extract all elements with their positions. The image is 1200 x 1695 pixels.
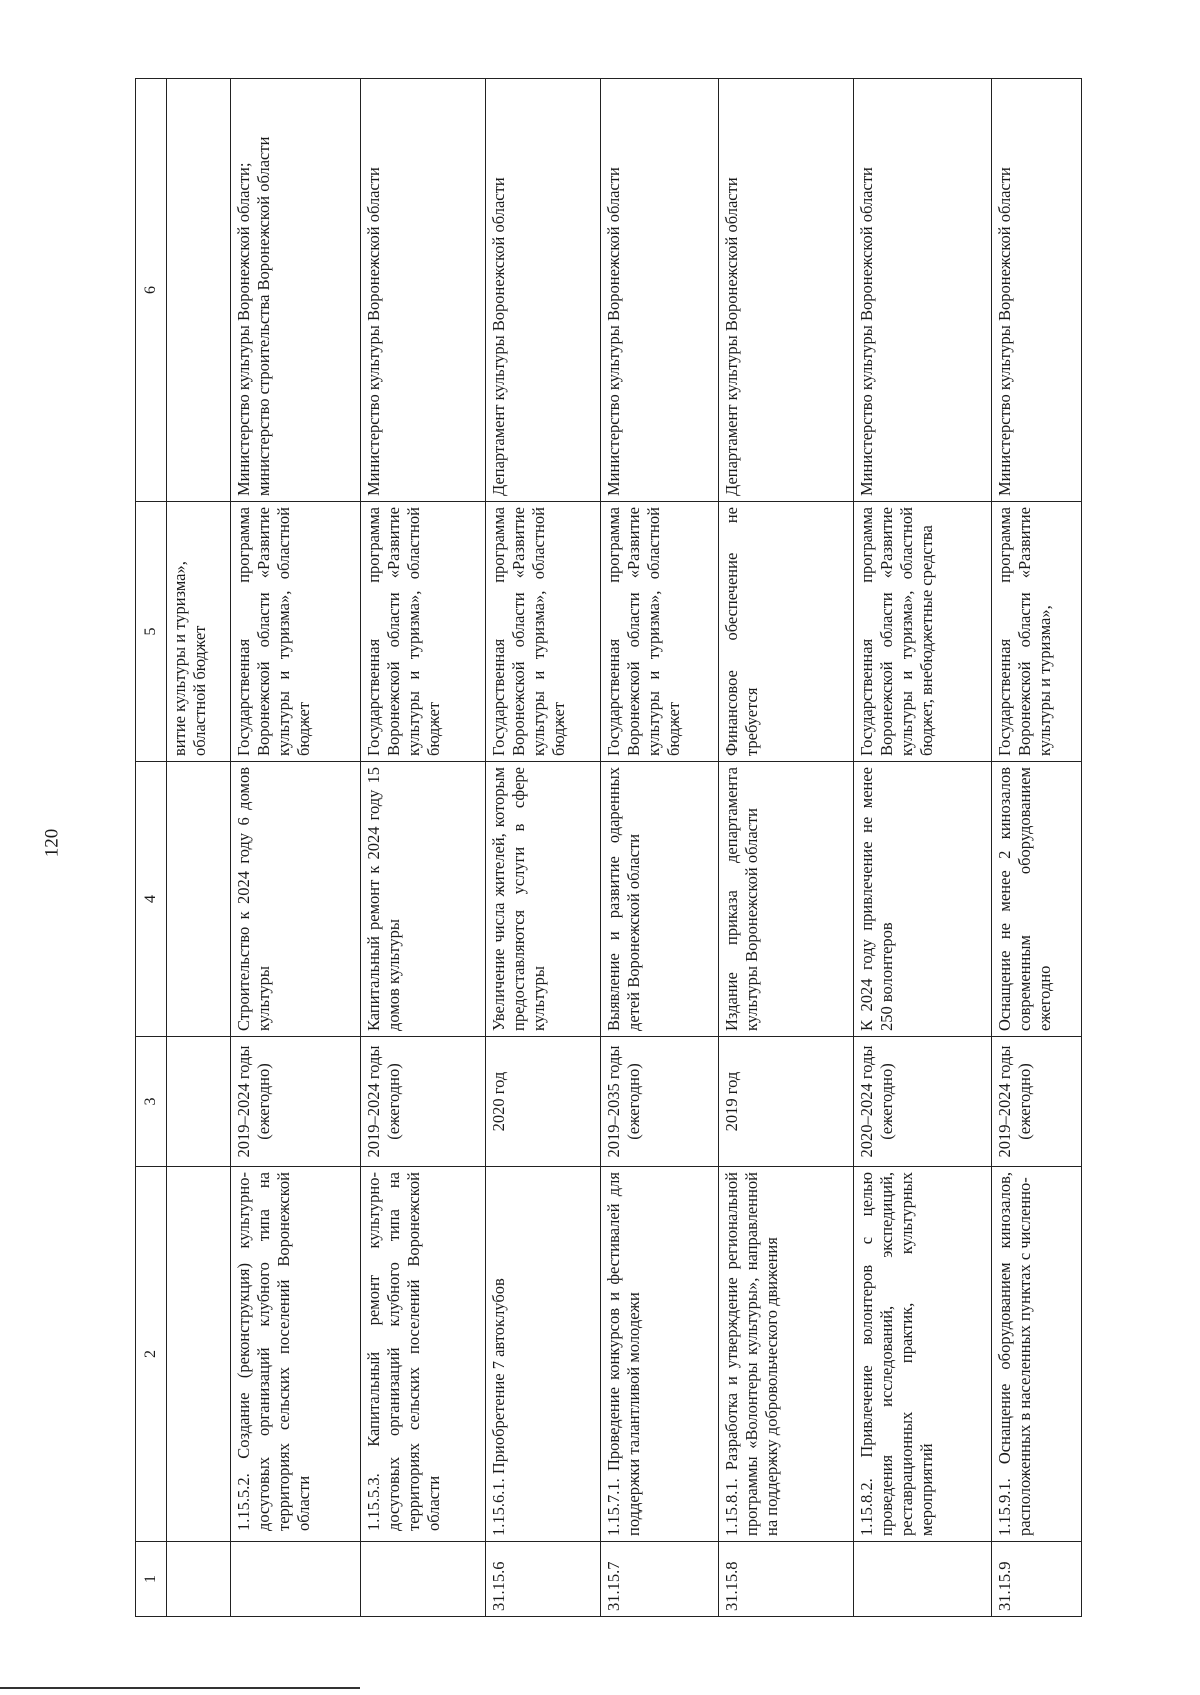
table-header-row: [136, 79, 167, 1617]
cell-code: 31.15.7: [601, 1542, 719, 1617]
header-col-6: 6: [136, 79, 167, 502]
cell-executor: Министерство культуры Воронежской области; министерство строительства Воронежской области: [231, 79, 361, 502]
cell-result: Оснащение не менее 2 кинозалов современным оборудованием ежегодно: [992, 762, 1082, 1037]
cell-measure: 1.15.5.2. Создание (реконструкция) культурно-досуговых организаций клубного типа на территориях сельских поселений Воронежской области: [231, 1167, 361, 1542]
cell-measure: [167, 1167, 231, 1542]
cell-period: [167, 1037, 231, 1167]
cell-executor: Министерство культуры Воронежской области: [361, 79, 486, 502]
header-col-4: 4: [136, 762, 167, 1037]
cell-executor: Министерство культуры Воронежской области: [601, 79, 719, 502]
cell-period: 2020–2024 годы (ежегодно): [854, 1037, 992, 1167]
header-col-3: 3: [136, 1037, 167, 1167]
cell-source: Государственная программа Воронежской области «Развитие культуры и туризма»,: [992, 502, 1082, 762]
cell-result: Издание приказа департамента культуры Воронежской области: [719, 762, 854, 1037]
cell-period: 2020 год: [486, 1037, 601, 1167]
table-row: [231, 79, 361, 1617]
cell-period: 2019–2024 годы (ежегодно): [231, 1037, 361, 1167]
table-row: [167, 79, 231, 1617]
header-col-5: 5: [136, 502, 167, 762]
cell-period: 2019–2035 годы (ежегодно): [601, 1037, 719, 1167]
table-row: [719, 79, 854, 1617]
table-row: [486, 79, 601, 1617]
cell-result: Капитальный ремонт к 2024 году 15 домов культуры: [361, 762, 486, 1037]
cell-executor: Департамент культуры Воронежской области: [486, 79, 601, 502]
table-row: [601, 79, 719, 1617]
cell-source: Государственная программа Воронежской области «Развитие культуры и туризма», областной бюджет: [231, 502, 361, 762]
cell-source: Финансовое обеспечение не требуется: [719, 502, 854, 762]
cell-executor: Министерство культуры Воронежской области: [854, 79, 992, 502]
cell-measure: 1.15.6.1. Приобретение 7 автоклубов: [486, 1167, 601, 1542]
cell-result: К 2024 году привлечение не менее 250 волонтеров: [854, 762, 992, 1037]
cell-period: 2019–2024 годы (ежегодно): [361, 1037, 486, 1167]
header-col-2: 2: [136, 1167, 167, 1542]
cell-source: витие культуры и туризма», областной бюджет: [167, 502, 231, 762]
cell-result: [167, 762, 231, 1037]
cell-source: Государственная программа Воронежской области «Развитие культуры и туризма», областной бюджет: [361, 502, 486, 762]
table-row: [361, 79, 486, 1617]
cell-code: [361, 1542, 486, 1617]
cell-measure: 1.15.8.2. Привлечение волонтеров с целью проведения исследований, экспедиций, реставрационных практик, культурных мероприятий: [854, 1167, 992, 1542]
header-col-1: 1: [136, 1542, 167, 1617]
cell-result: Выявление и развитие одаренных детей Воронежской области: [601, 762, 719, 1037]
cell-result: Строительство к 2024 году 6 домов культуры: [231, 762, 361, 1037]
cell-source: Государственная программа Воронежской области «Развитие культуры и туризма», областной бюджет, внебюджетные средства: [854, 502, 992, 762]
cell-code: [854, 1542, 992, 1617]
cell-code: [167, 1542, 231, 1617]
cell-period: 2019 год: [719, 1037, 854, 1167]
footer-rule: [0, 1687, 360, 1689]
cell-executor: Министерство культуры Воронежской области: [992, 79, 1082, 502]
cell-result: Увеличение числа жителей, которым предоставляются услуги в сфере культуры: [486, 762, 601, 1037]
table-row: [992, 79, 1082, 1617]
page-number: 120: [41, 828, 63, 858]
cell-executor: Департамент культуры Воронежской области: [719, 79, 854, 502]
cell-source: Государственная программа Воронежской области «Развитие культуры и туризма», областной бюджет: [601, 502, 719, 762]
cell-measure: 1.15.5.3. Капитальный ремонт культурно-досуговых организаций клубного типа на территориях сельских поселений Воронежской области: [361, 1167, 486, 1542]
table-row: [854, 79, 992, 1617]
measures-table: [135, 78, 1082, 1617]
cell-measure: 1.15.9.1. Оснащение оборудованием кинозалов, расположенных в населенных пунктах с численно-: [992, 1167, 1082, 1542]
cell-code: 31.15.8: [719, 1542, 854, 1617]
cell-period: 2019–2024 годы (ежегодно): [992, 1037, 1082, 1167]
cell-code: [231, 1542, 361, 1617]
cell-code: 31.15.6: [486, 1542, 601, 1617]
cell-executor: [167, 79, 231, 502]
cell-measure: 1.15.8.1. Разработка и утверждение региональной программы «Волонтеры культуры», направленной на поддержку добровольческого движения: [719, 1167, 854, 1542]
rotated-table-container: [135, 79, 1091, 1617]
cell-source: Государственная программа Воронежской области «Развитие культуры и туризма», областной бюджет: [486, 502, 601, 762]
cell-measure: 1.15.7.1. Проведение конкурсов и фестивалей для поддержки талантливой молодежи: [601, 1167, 719, 1542]
cell-code: 31.15.9: [992, 1542, 1082, 1617]
